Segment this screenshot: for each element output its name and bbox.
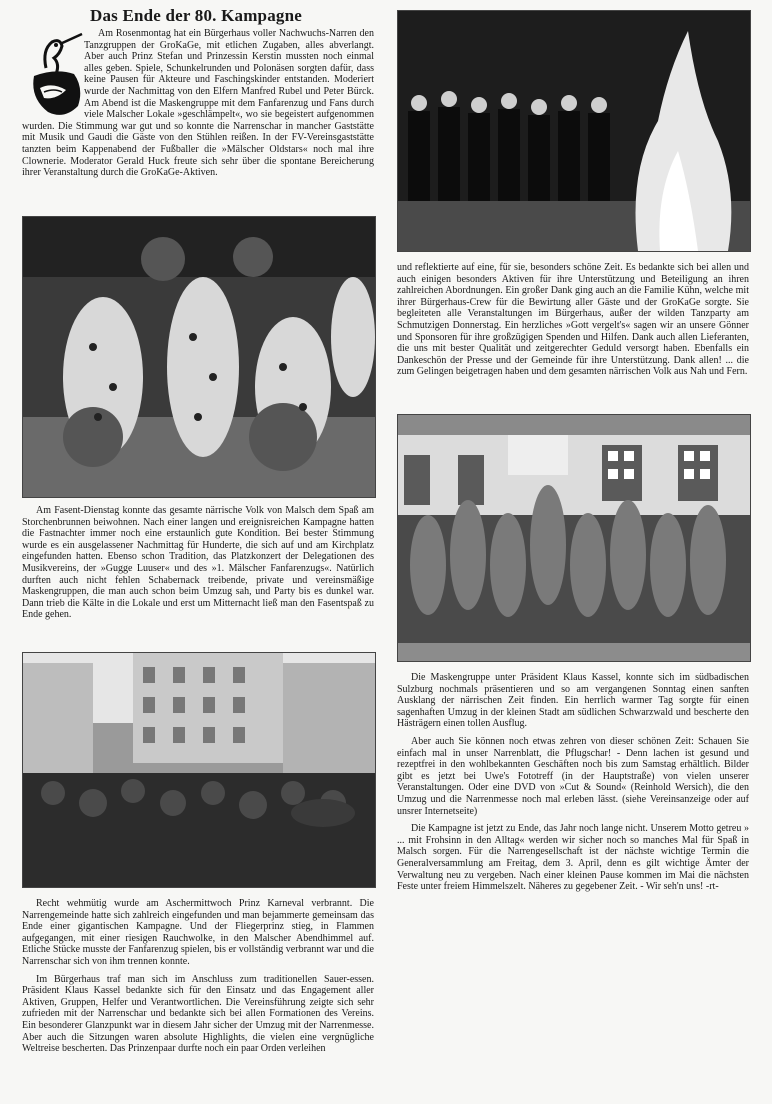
photo-clown-dancers [22, 216, 376, 498]
article-thanks-text [397, 262, 749, 408]
photo-crowd-square [22, 652, 376, 888]
pflugschar-paragraph: Aber auch Sie können noch etwas zehren von dieser schönen Zeit: Schauen Sie einfach mal in unser Narrenblatt, die Pflugschar! - Denn lachen ist gesund und rezeptfrei in den wohlbekannten Geschäften noch bis zum Samstag erhältlich. Bilder gibt es jetzt bei Uwe's Fototreff (in der Hauptstraße) von vielen unserer Veranstaltungen. Oder eine DVD von »Cut & Sound« (Reinhold Wersich), die den Umzug und die Narrenmesse noch mal erleben lässt. (siehe Vereinsanzeige oder auf unsrer Internetseite) [397, 735, 749, 817]
tuesday-paragraph: Am Fasent-Dienstag konnte das gesamte närrische Volk von Malsch dem Spaß am Storchenbrunnen beiwohnen. Nach einer langen und ereignisreichen Kampagne hatten die Fastnachter immer noch eine erstaunlich gute Kondition. Bei bester Stimmung wurde es ein ausgelassener Nachmittag für Hunderte, die sich auf und am Kirchplatz eingefunden hatten. Ebenso schon Tradition, das Platzkonzert der Delegationen des Musikvereins, der »Gugge Luuser« und des »1. Mälscher Fanfarenzugs«. Natürlich durften auch nicht fehlen Schabernack treibende, private und vereinsmäßige Maskengruppen, die man auch schon beim Umzug sah, und Party bis es dunkel war. Dann trieb die Kälte in die Lokale und erst um Mitternacht ließ man den Fasentspaß zu Ende gehen. [22, 505, 374, 621]
article-title: Das Ende der 80. Kampagne [90, 6, 303, 25]
article-intro-text [22, 28, 374, 210]
sulzburg-paragraph: Die Maskengruppe unter Präsident Klaus Kassel, konnte sich im südbadischen Sulzburg nochmals präsentieren und so am vergangenen Sonntag einen sanften Ausklang der närrischen Zeit finden. Ein herrlich warmer Tag sorgte für einen sagenhaften Umzug in der kleinen Stadt am südlichen Schwarzwald und bescherte den Hästrägern einen tollen Ausflug. [397, 672, 749, 730]
article-closing-text [397, 672, 749, 918]
intro-paragraph: Am Rosenmontag hat ein Bürgerhaus voller Nachwuchs-Narren den Tanzgruppen der GroKaGe, mit etlichen Zugaben, alles abverlangt. Aber auch Prinz Stefan und Prinzessin Kerstin mussten noch einmal alles geben. Spiele, Schunkelrunden und Polonäsen sorgten dafür, dass keine Pausen für Akteure und Faschingskinder entstanden. Moderiert wurde der Nachmittag von den Elfern Manfred Rubel und Peter Bürck. Am Abend ist die Maskengruppe mit dem Fanfarenzug und Fans durch viele Malscher Lokale »geschlämpelt«, wo sie begeistert aufgenommen wurden. Die Stimmung war gut und so konnte die Narrenschar in mancher Gaststätte mit Musik und Gaudi die Gäste von den Stühlen reißen. In der FV-Vereinsgaststätte tanzten beim Kappenabend der Fußballer die »Mälscher Oldstars« noch mal ihre Clownerie. Moderator Gerald Huck freute sich sehr über die spontane Bereicherung ihrer Veranstaltung durch die GroKaGe-Aktiven. [22, 28, 374, 179]
sauer-essen-paragraph: Im Bürgerhaus traf man sich im Anschluss zum traditionellen Sauer-essen. Präsident Klaus Kassel bedankte sich für den Einsatz und das Engagement aller Aktiven, Gruppen, Helfer und Verantwortlichen. Die Vereinsführung zeigte sich sehr zufrieden mit der Narrenschar und bedankte sich bei allen Formationen des Vereins. Ein besonderer Glanzpunkt war in diesem Jahr sicher der Umzug mit der Narrenmesse. Aber auch die Sitzungen waren absolute Highlights, die vielen eine vergnügliche Weltreise bescherten. Das Prinzenpaar durfte noch ein paar Orden verleihen [22, 973, 374, 1055]
kampagne-end-paragraph: Die Kampagne ist jetzt zu Ende, das Jahr noch lange nicht. Unserem Motto getreu » ... mit Frohsinn in den Alltag« werden wir sicher noch so manches Mal für Spaß in Malsch sorgen. Für die Narrengesellschaft ist der nächste wichtige Termin die Generalversammlung am Freitag, dem 3. April, denn es gilt wichtige Ämter der Verwaltung neu zu vergeben. Nach einer kleinen Pause kommen im Mai die nächsten Feste unter freiem Himmelszelt. Näheres zu gegebener Zeit. - Wir seh'n uns! -rt- [397, 823, 749, 893]
ash-wednesday-paragraph: Recht wehmütig wurde am Aschermittwoch Prinz Karneval verbrannt. Die Narrengemeinde hatte sich zahlreich eingefunden und man bejammerte gemeinsam das Ende einer gigantischen Kampagne. Und der Fliegerprinz stieg, in Flammen aufgegangen, mit einer riesigen Rauchwolke, in den Malscher Abendhimmel auf. Etliche Stücke musste der Fanfarenzug spielen, bis er vollständig verbrannt war und die Narrenschar sich von ihm trennen konnte. [22, 898, 374, 967]
article-ash-wednesday-text [22, 898, 374, 1098]
photo-mask-group [397, 414, 751, 662]
photo-burning-prince [397, 10, 751, 252]
article-tuesday-text [22, 505, 374, 645]
thanks-paragraph: und reflektierte auf eine, für sie, besonders schöne Zeit. Es bedankte sich bei allen und auch einigen besonders Aktiven für ihre Unterstützung und Beteiligung an ihren zahlreichen Abordnungen. Ein großer Dank ging auch an die Familie Kühn, welche mit ihrer Bürgerhaus-Crew für die Bewirtung aller Gäste und der GroKaGe sorgte. Sie begleiteten alle Veranstaltungen im Bürgerhaus, außer der wilden Tanzparty am Schmutzigen Donnerstag. Ein herzliches »Gott vergelt's« sagen wir an unsere Gönner und Sponsoren für ihre großzügigen Spenden und Hilfen. Dank auch allen Lieferanten, die uns mit bester Qualität und zeitgerechter Geduld versorgt haben. Ebenfalls ein Dankeschön der Presse und der Gemeinde für ihre Unterstützung. Dank allen! ... die zum Gelingen beigetragen haben und dem gesamten närrischen Volk aus Nah und Fern. [397, 262, 749, 378]
